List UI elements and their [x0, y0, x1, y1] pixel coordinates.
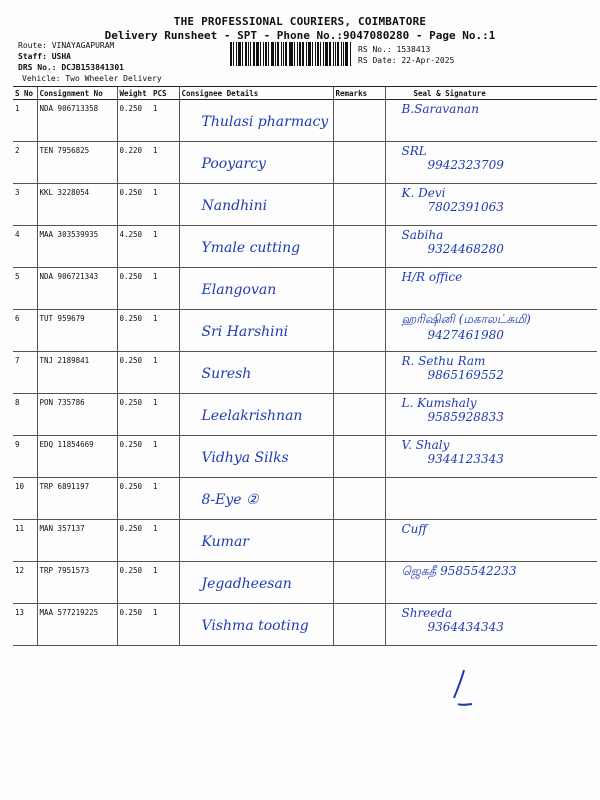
pen-mark: [452, 668, 474, 708]
row-sno: 1: [13, 100, 37, 142]
handwritten-phone: 9585928833: [427, 410, 504, 424]
table-row: [13, 436, 597, 478]
row-sno: 7: [13, 352, 37, 394]
row-seal-signature: [385, 100, 597, 142]
row-remarks: [333, 352, 385, 394]
row-consignee: [179, 436, 333, 478]
rs-date-line: RS Date: 22-Apr-2025: [358, 56, 455, 65]
row-sno: 11: [13, 520, 37, 562]
row-weight: 4.250: [117, 226, 151, 268]
col-weight: Weight: [117, 87, 151, 100]
row-weight: 0.250: [117, 268, 151, 310]
table-row: [13, 310, 597, 352]
row-seal-signature: [385, 478, 597, 520]
row-consignee: [179, 478, 333, 520]
row-weight: 0.250: [117, 562, 151, 604]
staff-value: USHA: [51, 52, 71, 61]
row-weight: 0.250: [117, 520, 151, 562]
drs-value: DCJB153841301: [61, 63, 124, 72]
col-sno: S No: [13, 87, 37, 100]
row-remarks: [333, 436, 385, 478]
handwritten-text: Pooyarcy: [201, 156, 266, 172]
handwritten-text: Elangovan: [201, 282, 277, 298]
row-remarks: [333, 226, 385, 268]
row-consignee: [179, 184, 333, 226]
handwritten-phone: 9344123343: [427, 452, 504, 466]
table-row: [13, 142, 597, 184]
row-weight: 0.250: [117, 394, 151, 436]
handwritten-text: Leelakrishnan: [201, 408, 303, 424]
row-pcs: 1: [151, 436, 179, 478]
row-consignment: MAA 303539935: [37, 226, 117, 268]
row-consignment: NDA 906721343: [37, 268, 117, 310]
table-row: [13, 394, 597, 436]
drs-line: DRS No.: DCJB153841301: [18, 63, 124, 72]
row-consignment: TEN 7956825: [37, 142, 117, 184]
row-remarks: [333, 310, 385, 352]
row-consignment: TNJ 2189841: [37, 352, 117, 394]
handwritten-text: L. Kumshaly: [401, 396, 477, 410]
handwritten-text: Sri Harshini: [201, 324, 289, 340]
handwritten-text: R. Sethu Ram: [401, 354, 486, 368]
row-weight: 0.250: [117, 310, 151, 352]
handwritten-text: Suresh: [201, 366, 252, 382]
col-consignment: Consignment No: [37, 87, 117, 100]
row-seal-signature: [385, 184, 597, 226]
row-consignment: TRP 7951573: [37, 562, 117, 604]
table-row: [13, 562, 597, 604]
handwritten-text: Thulasi pharmacy: [201, 114, 329, 130]
table-row: [13, 268, 597, 310]
company-title: THE PROFESSIONAL COURIERS, COIMBATORE: [173, 15, 427, 28]
handwritten-text: Vidhya Silks: [201, 450, 289, 466]
table-header-row: [13, 87, 597, 100]
row-pcs: 1: [151, 562, 179, 604]
table-row: [13, 100, 597, 142]
row-pcs: 1: [151, 394, 179, 436]
runsheet-table: [13, 86, 597, 646]
row-consignment: NDA 906713358: [37, 100, 117, 142]
handwritten-text: Ymale cutting: [201, 240, 301, 256]
handwritten-text: Kumar: [201, 534, 249, 550]
row-consignment: MAA 577219225: [37, 604, 117, 646]
row-sno: 10: [13, 478, 37, 520]
row-consignment: PON 735786: [37, 394, 117, 436]
row-seal-signature: [385, 604, 597, 646]
row-sno: 6: [13, 310, 37, 352]
table-row: [13, 604, 597, 646]
row-consignment: KKL 3228054: [37, 184, 117, 226]
table-row: [13, 184, 597, 226]
route-value: VINAYAGAPURAM: [51, 41, 115, 50]
row-sno: 9: [13, 436, 37, 478]
handwritten-text: B.Saravanan: [401, 102, 479, 116]
table-row: [13, 520, 597, 562]
row-seal-signature: [385, 436, 597, 478]
row-consignee: [179, 520, 333, 562]
row-remarks: [333, 184, 385, 226]
row-remarks: [333, 142, 385, 184]
rs-no-value: 1538413: [396, 45, 431, 54]
handwritten-text: Vishma tooting: [201, 618, 309, 634]
row-consignment: TRP 6891197: [37, 478, 117, 520]
row-weight: 0.250: [117, 352, 151, 394]
runsheet-title: Delivery Runsheet - SPT - Phone No.:9047080280 - Page No.:1: [104, 29, 496, 42]
vehicle-line: Vehicle: Two Wheeler Delivery: [22, 74, 162, 83]
row-sno: 13: [13, 604, 37, 646]
row-sno: 8: [13, 394, 37, 436]
row-seal-signature: [385, 268, 597, 310]
handwritten-text: V. Shaly: [401, 438, 450, 452]
row-seal-signature: [385, 226, 597, 268]
row-weight: 0.220: [117, 142, 151, 184]
row-weight: 0.250: [117, 100, 151, 142]
handwritten-text: 8-Eye ②: [201, 492, 259, 508]
row-pcs: 1: [151, 310, 179, 352]
row-seal-signature: [385, 310, 597, 352]
row-seal-signature: [385, 142, 597, 184]
row-consignee: [179, 394, 333, 436]
row-consignment: MAN 357137: [37, 520, 117, 562]
staff-line: Staff: USHA: [18, 52, 71, 61]
rs-date-value: 22-Apr-2025: [401, 56, 455, 65]
handwritten-phone: 9427461980: [427, 328, 504, 342]
row-remarks: [333, 268, 385, 310]
handwritten-text: ஜெகதீ 9585542233: [401, 564, 517, 578]
row-consignee: [179, 604, 333, 646]
row-consignee: [179, 562, 333, 604]
row-remarks: [333, 100, 385, 142]
col-consignee: Consignee Details: [179, 87, 333, 100]
row-consignee: [179, 226, 333, 268]
handwritten-phone: 9942323709: [427, 158, 504, 172]
handwritten-text: Nandhini: [201, 198, 268, 214]
row-weight: 0.250: [117, 604, 151, 646]
row-pcs: 1: [151, 352, 179, 394]
handwritten-text: K. Devi: [401, 186, 446, 200]
row-sno: 5: [13, 268, 37, 310]
row-remarks: [333, 604, 385, 646]
table-row: [13, 226, 597, 268]
row-weight: 0.250: [117, 184, 151, 226]
handwritten-text: ஹரிஷினி (மகாலட்சுமி): [401, 312, 531, 326]
row-sno: 12: [13, 562, 37, 604]
table-row: [13, 352, 597, 394]
vehicle-value: Two Wheeler Delivery: [65, 74, 162, 83]
handwritten-phone: 9324468280: [427, 242, 504, 256]
row-remarks: [333, 520, 385, 562]
row-consignment: EDQ 11854669: [37, 436, 117, 478]
handwritten-phone: 9364434343: [427, 620, 504, 634]
row-pcs: 1: [151, 520, 179, 562]
row-pcs: 1: [151, 604, 179, 646]
rs-no-line: RS No.: 1538413: [358, 45, 431, 54]
table-row: [13, 478, 597, 520]
row-sno: 2: [13, 142, 37, 184]
row-pcs: 1: [151, 184, 179, 226]
col-remarks: Remarks: [333, 87, 385, 100]
handwritten-phone: 9865169552: [427, 368, 504, 382]
row-pcs: 1: [151, 226, 179, 268]
row-remarks: [333, 478, 385, 520]
row-seal-signature: [385, 394, 597, 436]
row-consignee: [179, 268, 333, 310]
row-sno: 4: [13, 226, 37, 268]
row-pcs: 1: [151, 142, 179, 184]
handwritten-text: Sabiha: [401, 228, 444, 242]
row-remarks: [333, 394, 385, 436]
barcode: [230, 42, 352, 66]
row-seal-signature: [385, 562, 597, 604]
handwritten-text: H/R office: [401, 270, 463, 284]
row-seal-signature: [385, 352, 597, 394]
row-pcs: 1: [151, 100, 179, 142]
row-weight: 0.250: [117, 436, 151, 478]
handwritten-text: Jegadheesan: [201, 576, 292, 592]
col-pcs: PCS: [151, 87, 179, 100]
row-seal-signature: [385, 520, 597, 562]
handwritten-text: SRL: [401, 144, 427, 158]
row-consignee: [179, 310, 333, 352]
row-consignee: [179, 352, 333, 394]
row-consignee: [179, 100, 333, 142]
row-consignment: TUT 959679: [37, 310, 117, 352]
handwritten-phone: 7802391063: [427, 200, 504, 214]
handwritten-text: Shreeda: [401, 606, 453, 620]
route-line: Route: VINAYAGAPURAM: [18, 41, 115, 50]
row-pcs: 1: [151, 268, 179, 310]
col-seal: Seal & Signature: [385, 87, 597, 100]
row-consignee: [179, 142, 333, 184]
row-sno: 3: [13, 184, 37, 226]
handwritten-text: Cuff: [401, 522, 427, 536]
row-weight: 0.250: [117, 478, 151, 520]
row-remarks: [333, 562, 385, 604]
row-pcs: 1: [151, 478, 179, 520]
